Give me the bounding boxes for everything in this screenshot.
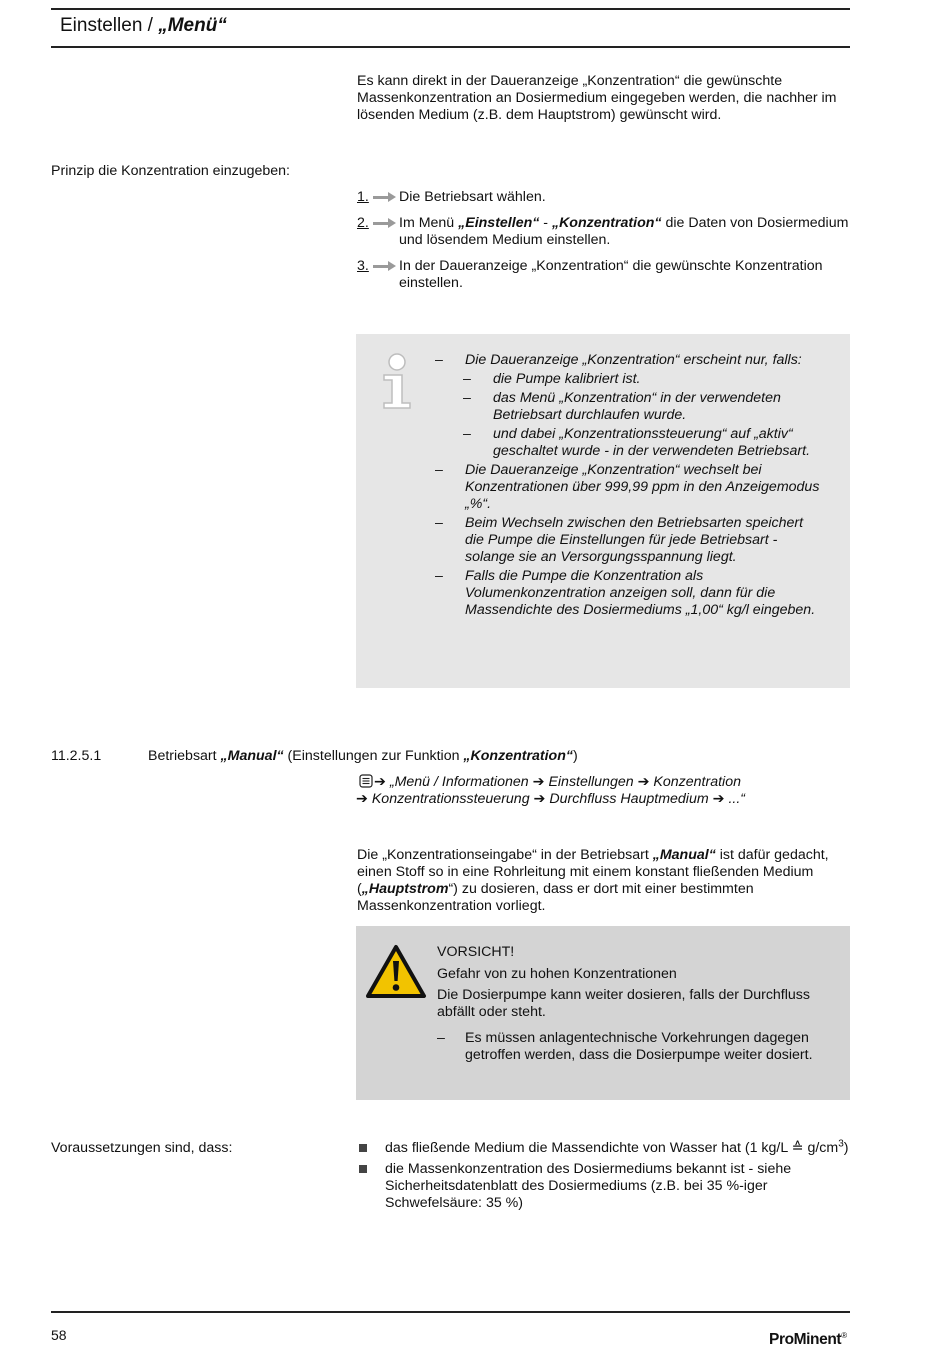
- info-subitem: – das Menü „Konzentration“ in der verwendeten Betriebsart durchlaufen wurde.: [463, 390, 781, 423]
- arrow-right-icon: ➔: [532, 774, 545, 790]
- requirements-list: [357, 1140, 849, 1216]
- description-paragraph: Die „Konzentrationseingabe“ in der Betriebsart „Manual“ ist dafür gedacht, einen Stoff so in eine Rohrleitung mit einem konstant fließenden Medium („Hauptstrom“) zu dosieren, dass er dort mit einer bestimmten Massenkonzentration vorliegt.: [357, 847, 829, 914]
- step-arrow-icon: [373, 222, 389, 225]
- principle-heading: Prinzip die Konzentration einzugeben:: [51, 163, 290, 179]
- header-rule-top: [51, 8, 850, 10]
- intro-paragraph: Es kann direkt in der Daueranzeige „Konzentration“ die gewünschte Massenkonzentration an Dosiermedium eingegeben werden, die nachher im lösenden Medium (z.B. dem Hauptstrom) gewünscht wird.: [357, 73, 837, 123]
- warning-text: Die Dosierpumpe kann weiter dosieren, falls der Durchfluss abfällt oder steht.: [437, 987, 810, 1020]
- info-item: – Die Daueranzeige „Konzentration“ erscheint nur, falls:: [435, 352, 802, 368]
- arrow-right-icon: ➔: [356, 791, 368, 807]
- info-box: [356, 334, 850, 688]
- step-number: 1.: [357, 189, 369, 205]
- info-icon: [380, 352, 414, 410]
- info-item: – Beim Wechseln zwischen den Betriebsarten speichert die Pumpe die Einstellungen für jede Betriebsart - solange sie an Versorgungsspannung liegt.: [435, 515, 804, 565]
- info-list: [435, 352, 820, 621]
- header-rule-bottom: [51, 46, 850, 48]
- warning-measure: – Es müssen anlagentechnische Vorkehrungen dagegen getroffen werden, dass die Dosierpumpe weiter dosiert.: [437, 1030, 813, 1063]
- list-item: das fließende Medium die Massendichte von Wasser hat (1 kg/L ≙ $g/cm^3$): [357, 1140, 849, 1157]
- bullet-square-icon: [359, 1144, 367, 1152]
- bullet-square-icon: [359, 1165, 367, 1173]
- warning-signal-word: VORSICHT!: [437, 944, 515, 960]
- info-subitem: – und dabei „Konzentrationssteuerung“ auf „aktiv“ geschaltet wurde - in der verwendeten Betriebsart.: [463, 426, 811, 459]
- info-item: – Die Daueranzeige „Konzentration“ wechselt bei Konzentrationen über 999,99 ppm in den Anzeigemodus „%“.: [435, 462, 820, 512]
- info-subitem: – die Pumpe kalibriert ist.: [463, 371, 641, 387]
- arrow-right-icon: ➔: [637, 774, 650, 790]
- menu-path: [356, 774, 849, 808]
- warning-box: [356, 926, 850, 1100]
- step-1: 1. Die Betriebsart wählen.: [357, 189, 546, 205]
- footer-rule: [51, 1311, 850, 1313]
- requirements-heading: Voraussetzungen sind, dass:: [51, 1140, 233, 1156]
- arrow-right-icon: ➔: [533, 791, 546, 807]
- arrow-right-icon: ➔: [712, 791, 725, 807]
- menu-path-line-2: ➔ Konzentrationssteuerung ➔ Durchfluss Hauptmedium ➔ ...“: [356, 791, 746, 807]
- warning-title: Gefahr von zu hohen Konzentrationen: [437, 966, 677, 982]
- page-title: Einstellen / „Menü“: [60, 15, 227, 36]
- menu-icon: [359, 774, 373, 788]
- page-number: 58: [51, 1327, 67, 1343]
- menu-path-line-1: ➔ „Menü / Informationen ➔ Einstellungen ➔ Konzentration: [359, 774, 849, 791]
- warning-triangle-icon: [365, 944, 427, 1000]
- section-title: Betriebsart „Manual“ (Einstellungen zur Funktion „Konzentration“): [148, 748, 578, 764]
- step-arrow-icon: [373, 265, 389, 268]
- arrow-right-icon: ➔: [374, 774, 386, 790]
- steps-list: [357, 189, 849, 301]
- list-item: die Massenkonzentration des Dosiermediums bekannt ist - siehe Sicherheitsdatenblatt des Dosiermediums (z.B. bei 35 %-iger Schwefelsäure: 35 %): [357, 1161, 849, 1212]
- step-number: 3.: [357, 258, 369, 274]
- step-number: 2.: [357, 215, 369, 231]
- step-3: 3. In der Daueranzeige „Konzentration“ die gewünschte Konzentration einstellen.: [357, 258, 823, 291]
- info-item: – Falls die Pumpe die Konzentration als Volumenkonzentration anzeigen soll, dann für die Massendichte des Dosiermediums „1,00“ kg/l eingeben.: [435, 568, 816, 618]
- brand-logo: ProMinent®: [769, 1331, 847, 1349]
- step-2: 2. Im Menü „Einstellen“ - „Konzentration“ die Daten von Dosiermedium und lösendem Medium einstellen.: [357, 215, 849, 248]
- step-arrow-icon: [373, 196, 389, 199]
- section-number: 11.2.5.1: [51, 748, 102, 764]
